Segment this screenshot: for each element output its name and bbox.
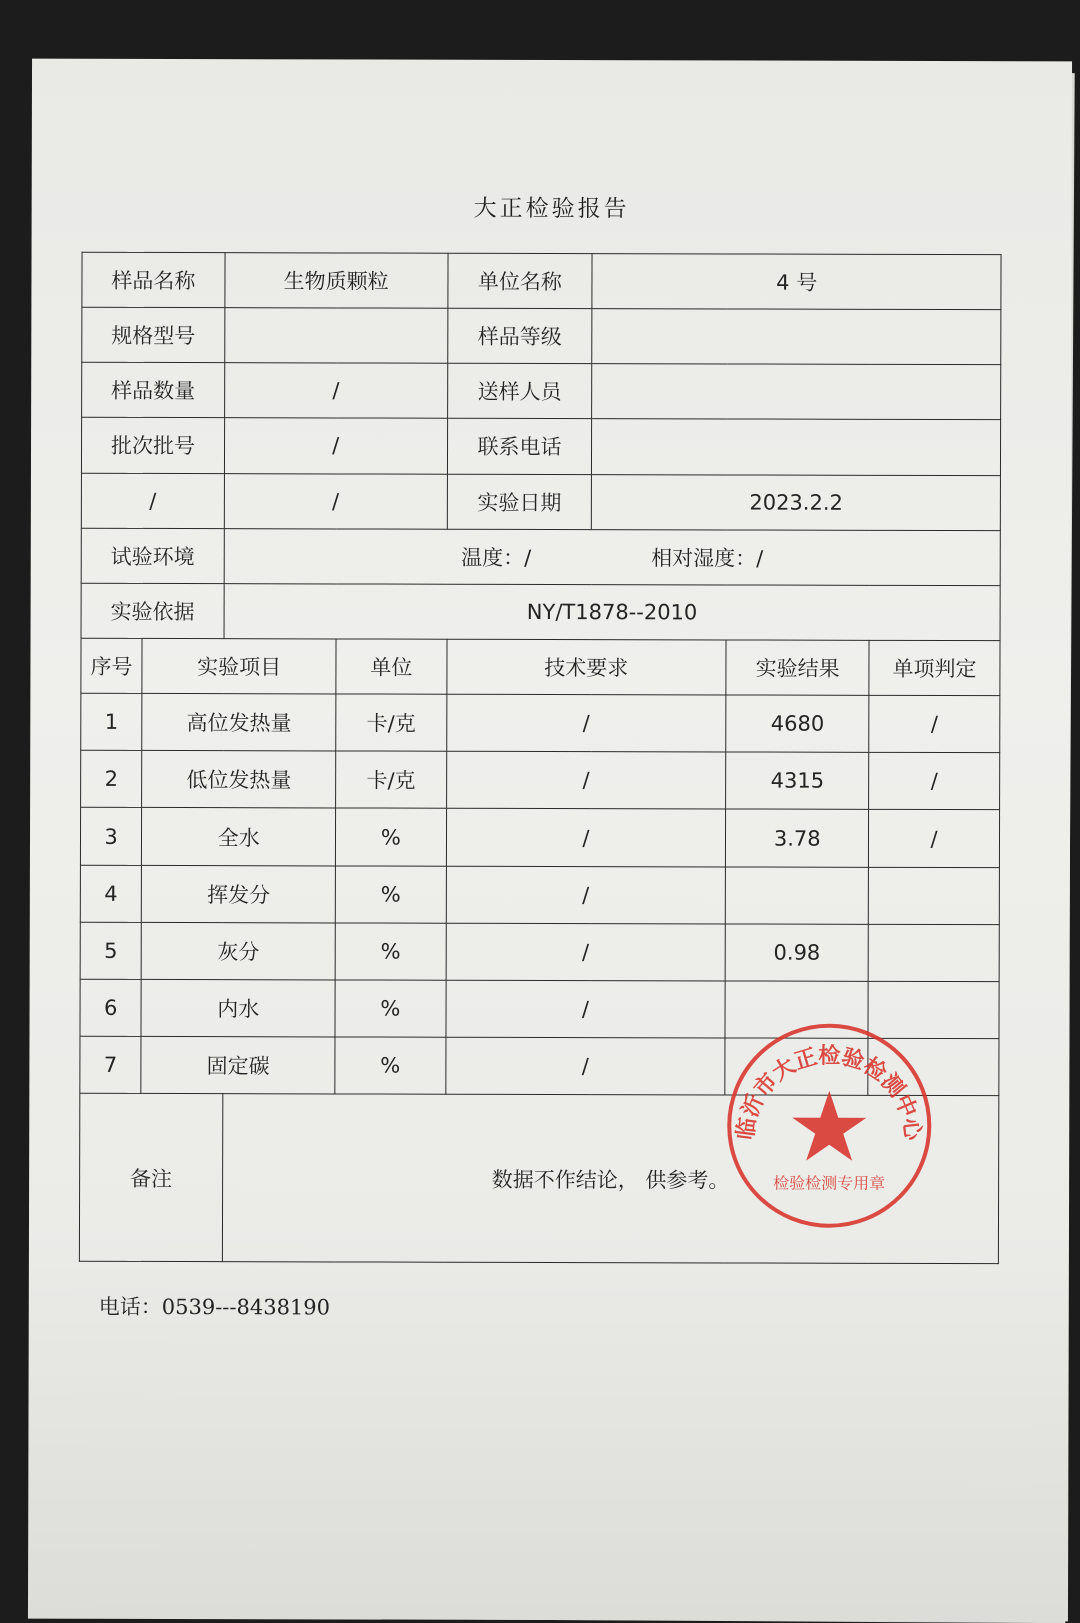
- row-judgement: /: [869, 753, 1000, 811]
- blank-label: /: [81, 473, 224, 528]
- sender-value: [592, 364, 1001, 420]
- row-item: 灰分: [141, 922, 335, 980]
- sender-label: 送样人员: [447, 363, 592, 419]
- results-header-row: [81, 638, 1000, 696]
- grade-label: 样品等级: [447, 308, 592, 364]
- quantity-value: /: [225, 363, 448, 419]
- unit-name-value: 4 号: [592, 254, 1001, 310]
- row-sample-name: [82, 252, 1001, 310]
- basis-label: 实验依据: [81, 583, 224, 638]
- spec-value: [225, 308, 448, 364]
- table-row: [81, 693, 1000, 753]
- row-result: [726, 867, 869, 925]
- basis-value: NY/T1878--2010: [224, 583, 1000, 640]
- row-no: 3: [80, 808, 141, 865]
- row-judgement: /: [869, 695, 1000, 753]
- row-item: 低位发热量: [142, 751, 336, 809]
- row-result: 3.78: [726, 809, 869, 867]
- sample-name-value: 生物质颗粒: [225, 253, 448, 309]
- row-no: 7: [80, 1036, 141, 1093]
- col-header-requirement: 技术要求: [446, 639, 726, 695]
- row-batch: [81, 418, 1000, 476]
- sample-name-label: 样品名称: [82, 252, 225, 307]
- row-requirement: /: [446, 694, 726, 752]
- row-item: 全水: [142, 808, 336, 866]
- date-label: 实验日期: [447, 474, 592, 530]
- col-header-no: 序号: [81, 638, 142, 693]
- grade-value: [592, 309, 1001, 365]
- row-no: 5: [80, 922, 141, 979]
- row-unit: %: [335, 980, 445, 1037]
- row-requirement: /: [446, 866, 726, 924]
- remark-value: 数据不作结论， 供参考。: [222, 1094, 999, 1264]
- remark-label: 备注: [79, 1094, 222, 1262]
- contact-value: [592, 419, 1001, 475]
- table-row: [80, 808, 999, 868]
- row-no: 1: [81, 693, 142, 750]
- col-header-judgement: 单项判定: [869, 640, 1000, 695]
- table-row: [81, 750, 1000, 810]
- col-header-result: 实验结果: [726, 640, 869, 695]
- row-requirement: /: [446, 809, 726, 867]
- row-result: 4315: [726, 752, 869, 810]
- row-spec: [82, 307, 1001, 365]
- row-result: 4680: [726, 695, 869, 753]
- temperature-text: 温度：/: [461, 545, 532, 570]
- row-item: 内水: [141, 979, 335, 1037]
- row-requirement: /: [445, 980, 725, 1038]
- row-unit: 卡/克: [336, 694, 446, 751]
- humidity-text: 相对湿度：/: [651, 545, 764, 571]
- report-title: 大正检验报告: [473, 195, 630, 223]
- unit-name-label: 单位名称: [447, 253, 592, 309]
- batch-label: 批次批号: [81, 418, 224, 473]
- table-row: [80, 865, 999, 925]
- row-judgement: [868, 924, 999, 982]
- row-no: 4: [80, 865, 141, 922]
- row-no: 6: [80, 979, 141, 1036]
- row-environment: [81, 528, 1000, 586]
- row-item: 固定碳: [141, 1037, 335, 1095]
- quantity-label: 样品数量: [82, 363, 225, 418]
- contact-phone: 电话：0539---8438190: [98, 1294, 331, 1320]
- seal-arc-text: 临沂市大正检验检测中心: [733, 1043, 925, 1142]
- row-unit: %: [335, 923, 445, 980]
- row-requirement: /: [445, 1037, 725, 1095]
- row-unit: %: [336, 808, 446, 865]
- row-no: 2: [81, 750, 142, 807]
- row-item: 高位发热量: [142, 693, 336, 751]
- row-judgement: [868, 867, 999, 925]
- env-value: [224, 528, 1000, 585]
- seal-star-icon: [792, 1091, 866, 1161]
- env-label: 试验环境: [81, 528, 224, 583]
- row-unit: %: [336, 866, 446, 923]
- batch-value: /: [224, 418, 447, 474]
- official-seal-stamp: [724, 1020, 935, 1231]
- date-value: 2023.2.2: [592, 474, 1001, 530]
- contact-label: 联系电话: [447, 419, 592, 475]
- seal-bottom-text: 检验检测专用章: [773, 1173, 886, 1193]
- col-header-unit: 单位: [336, 639, 446, 694]
- row-requirement: /: [446, 923, 726, 981]
- row-judgement: /: [869, 810, 1000, 868]
- blank-value: /: [224, 473, 447, 529]
- row-date: [81, 473, 1000, 531]
- row-basis: [81, 583, 1000, 641]
- row-item: 挥发分: [142, 865, 336, 923]
- table-row: [80, 922, 999, 982]
- report-paper: [28, 59, 1072, 1622]
- row-result: 0.98: [725, 924, 868, 982]
- row-unit: 卡/克: [336, 751, 446, 808]
- row-quantity: [82, 363, 1001, 421]
- row-unit: %: [335, 1037, 445, 1094]
- col-header-item: 实验项目: [142, 638, 336, 694]
- spec-label: 规格型号: [82, 307, 225, 362]
- row-requirement: /: [446, 751, 726, 809]
